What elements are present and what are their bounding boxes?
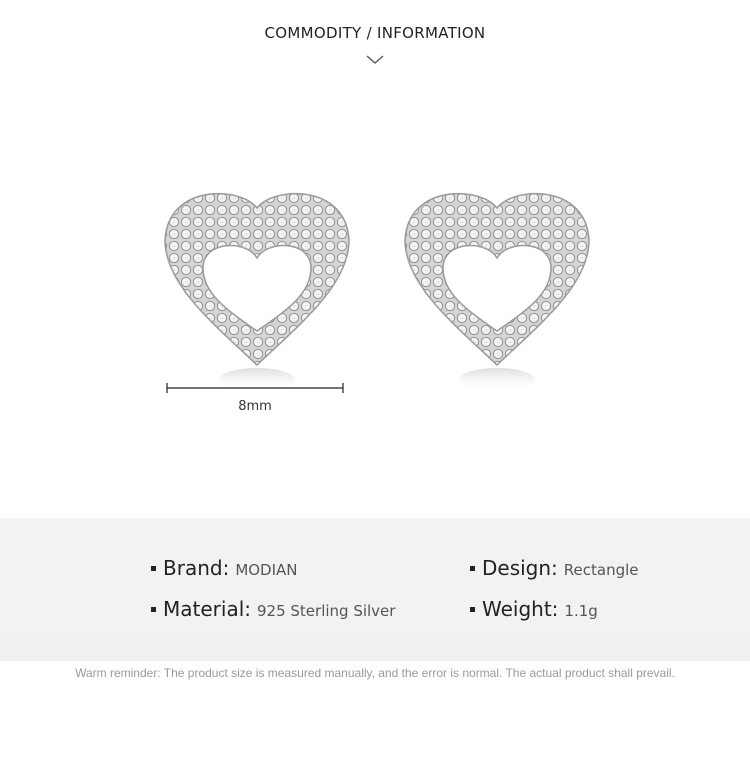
spec-key: Design: xyxy=(482,556,558,580)
spec-design xyxy=(470,556,639,580)
spec-value: 1.1g xyxy=(564,602,598,620)
earring-left xyxy=(165,194,349,392)
spec-value: 925 Sterling Silver xyxy=(257,602,396,620)
bullet-icon xyxy=(151,566,156,571)
bullet-icon xyxy=(151,607,156,612)
product-image-heart-earrings xyxy=(150,180,610,400)
spec-key: Weight: xyxy=(482,597,559,621)
earring-right xyxy=(405,194,589,392)
spec-key: Material: xyxy=(163,597,251,621)
size-label: 8mm xyxy=(238,399,272,414)
bullet-icon xyxy=(470,607,475,612)
spec-key: Brand: xyxy=(163,556,230,580)
spec-brand xyxy=(151,556,298,580)
chevron-down-icon xyxy=(366,55,384,65)
spec-material xyxy=(151,597,395,621)
spec-weight xyxy=(470,597,598,621)
warm-reminder-note: Warm reminder: The product size is measured manually, and the error is normal. The actual product shall prevail. xyxy=(75,666,675,680)
spec-panel xyxy=(0,518,750,661)
bullet-icon xyxy=(470,566,475,571)
spec-value: Rectangle xyxy=(563,561,639,579)
section-title: COMMODITY / INFORMATION xyxy=(264,24,486,42)
spec-value: MODIAN xyxy=(235,561,298,579)
